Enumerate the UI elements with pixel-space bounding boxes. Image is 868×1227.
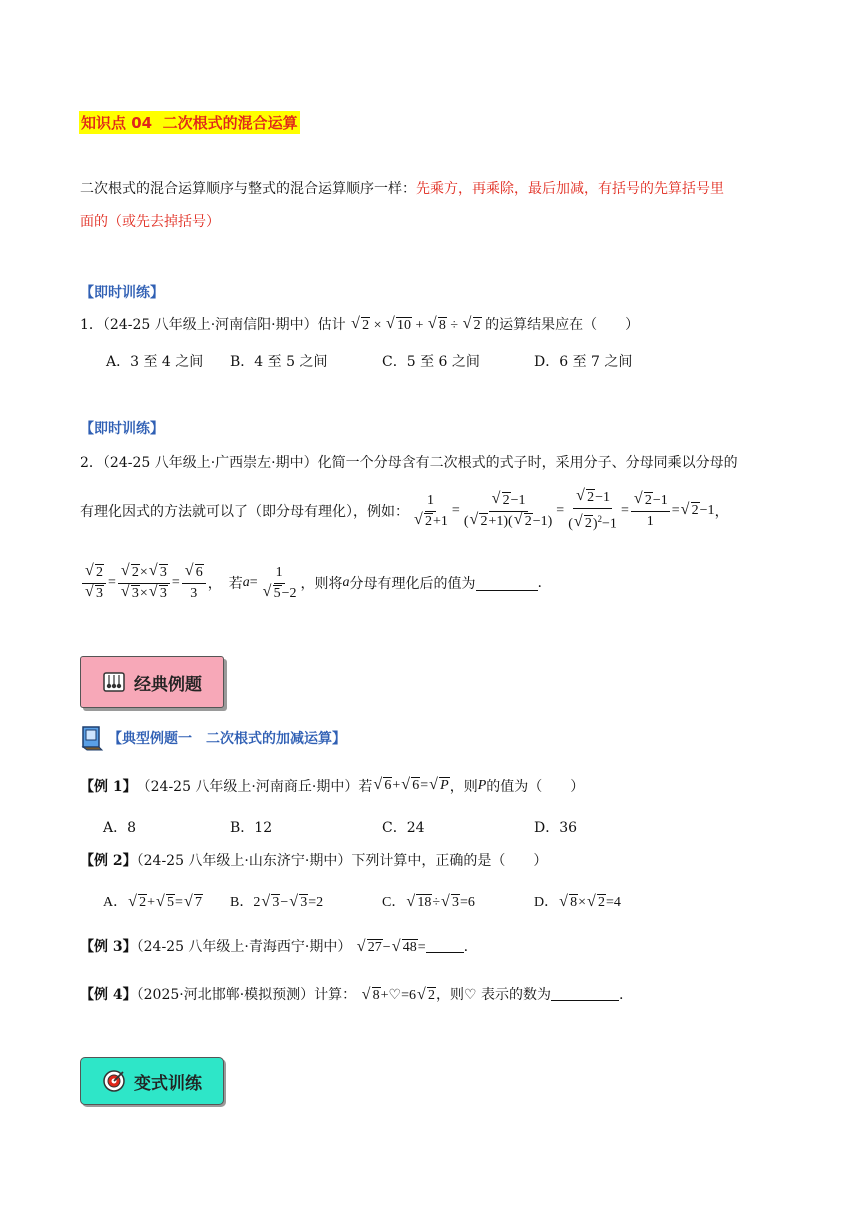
practice2-line-1: 2．（24-25 八年级上·广西崇左·期中）化简一个分母含有二次根式的式子时，采用分子、分母同乘以分母的: [80, 455, 738, 471]
practice2-line-3: √ 2 √ 3 = √ 2×√ 3 √ 3×√ 3 = √ $\frac{6}{3}$ ， 若 a = 1 √ 5−2 ，则将 a 分母有理化后的值为 .: [80, 560, 542, 606]
practice2-line-2: 有理化因式的方法就可以了（即分母有理化），例如： 1 √ 2+1 = √ $\frac{2-1}{(√ 2+1)(√ 2-1)}$ = √ $\frac{2-1}{(√ 2)^2-1}$ = √ $\frac{2-1}{1}$ = √ 2 −1 ，: [80, 488, 729, 534]
example-2-option-d[interactable]: D．√ 8×√ 2=4: [534, 891, 621, 911]
variant-training-banner: [80, 1057, 224, 1105]
example-1-question: 【例 1】 （24-25 八年级上·河南商丘·期中）若 √ 6+√ 6=√ P ，则 P 的值为（ ）: [80, 776, 584, 796]
book-icon: [80, 725, 104, 751]
answer-blank[interactable]: [476, 576, 538, 591]
classic-examples-label: 经典例题: [134, 674, 202, 695]
rationalize-example-1: 1 √ 2+1 = √ $\frac{2-1}{(√ 2+1)(√ 2-1)}$ = √ $\frac{2-1}{(√ 2)^2-1}$ = √ $\frac{2-1}{1}$ = √ 2 −1 ，: [409, 489, 729, 534]
practice1-question: 1．（24-25 八年级上·河南信阳·期中）估计 √ 2 × √ 10 + √ 8 ÷ √ 2 的运算结果应在（ ）: [80, 315, 639, 336]
intro-line-2: 面的（或先去掉括号）: [80, 214, 220, 230]
example-2-option-c[interactable]: C．√ 18÷√ 3=6: [382, 891, 475, 911]
example-4-answer-blank[interactable]: [551, 986, 619, 1001]
rationalize-example-2: √ 2 √ 3 = √ 2×√ 3 √ 3×√ 3 = √ $\frac{6}{3}$: [80, 564, 208, 603]
practice1-option-d[interactable]: D．6 至 7 之间: [534, 354, 633, 370]
cradle-icon: [102, 671, 126, 693]
classic-examples-banner: [80, 656, 224, 708]
example-2-option-b[interactable]: B．2√ 3−√ 3=2: [230, 891, 323, 911]
practice1-option-c[interactable]: C．5 至 6 之间: [382, 354, 480, 370]
example-2-option-a[interactable]: A．√ 2+√ 5=√ 7: [103, 891, 203, 911]
intro-line-1: 二次根式的混合运算顺序与整式的混合运算顺序一样：先乘方，再乘除，最后加减，有括号的先算括号里: [80, 181, 724, 197]
target-icon: [102, 1069, 126, 1093]
practice1-expression: √ 2 × √ 10 + √ 8 ÷ √ 2: [350, 318, 485, 333]
example-1-option-c[interactable]: C．24: [382, 820, 425, 836]
typical-example-header: 【典型例题一 二次根式的加减运算】: [80, 725, 346, 751]
practice-header-1: 【即时训练】: [80, 285, 164, 301]
example-3-answer-blank[interactable]: [426, 938, 464, 953]
example-1-option-a[interactable]: A．8: [103, 820, 137, 836]
practice-header-2: 【即时训练】: [80, 421, 164, 437]
example-1-option-d[interactable]: D．36: [534, 820, 578, 836]
section-title: [79, 111, 300, 134]
practice1-option-b[interactable]: B．4 至 5 之间: [230, 354, 328, 370]
example-1-option-b[interactable]: B．12: [230, 820, 273, 836]
heart-icon: ♡: [463, 987, 477, 1003]
section-title-main: 二次根式的混合运算: [162, 114, 298, 132]
practice1-option-a[interactable]: A．3 至 4 之间: [106, 354, 204, 370]
example-1-expression: √ 6+√ 6=√ P: [372, 778, 449, 794]
example-2-question: 【例 2】（24-25 八年级上·山东济宁·期中）下列计算中，正确的是（ ）: [80, 853, 548, 869]
example-3-question: 【例 3】（24-25 八年级上·青海西宁·期中） √ 27−√ 48= .: [80, 936, 468, 956]
example-4-question: 【例 4】（2025·河北邯郸·模拟预测）计算： √ 8+♡=6√ 2，则♡ 表示的数为 .: [80, 984, 623, 1004]
heart-icon: ♡: [388, 988, 402, 1003]
variant-training-label: 变式训练: [134, 1073, 202, 1094]
section-title-prefix: 知识点 04: [81, 114, 153, 132]
